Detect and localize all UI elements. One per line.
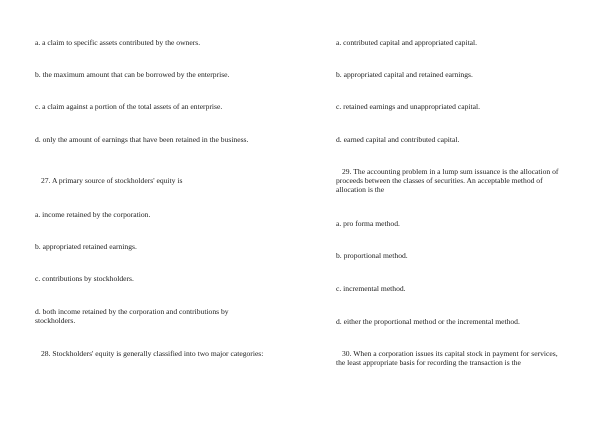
question-27: 27. A primary source of stockholders' equity is bbox=[41, 176, 183, 185]
option-b-max-borrow: b. the maximum amount that can be borrowed by the enterprise. bbox=[35, 70, 230, 79]
q28-option-c: c. retained earnings and unappropriated capital. bbox=[336, 102, 481, 111]
q27-option-b: b. appropriated retained earnings. bbox=[35, 242, 137, 251]
question-29: 29. The accounting problem in a lump sum issuance is the allocation of proceeds between the classes of securities. An acceptable method of allocation is the bbox=[336, 167, 559, 195]
option-c-claim-total-assets: c. a claim against a portion of the total assets of an enterprise. bbox=[35, 102, 223, 111]
question-30: 30. When a corporation issues its capital stock in payment for services, the least appropriate basis for recording the transaction is the bbox=[336, 349, 558, 368]
question-28: 28. Stockholders' equity is generally classified into two major categories: bbox=[41, 349, 264, 358]
q29-option-a: a. pro forma method. bbox=[336, 219, 400, 228]
q28-option-b: b. appropriated capital and retained earnings. bbox=[336, 70, 473, 79]
q27-option-a: a. income retained by the corporation. bbox=[35, 210, 151, 219]
option-a-claim-specific-assets: a. a claim to specific assets contributed by the owners. bbox=[35, 38, 201, 47]
q29-option-d: d. either the proportional method or the incremental method. bbox=[336, 317, 520, 326]
q28-option-a: a. contributed capital and appropriated capital. bbox=[336, 38, 478, 47]
option-d-retained-earnings-only: d. only the amount of earnings that have been retained in the business. bbox=[35, 135, 249, 144]
q27-option-d: d. both income retained by the corporation and contributions by stockholders. bbox=[35, 307, 229, 326]
q27-option-c: c. contributions by stockholders. bbox=[35, 274, 134, 283]
q29-option-b: b. proportional method. bbox=[336, 251, 408, 260]
q28-option-d: d. earned capital and contributed capital. bbox=[336, 135, 460, 144]
q29-option-c: c. incremental method. bbox=[336, 284, 406, 293]
